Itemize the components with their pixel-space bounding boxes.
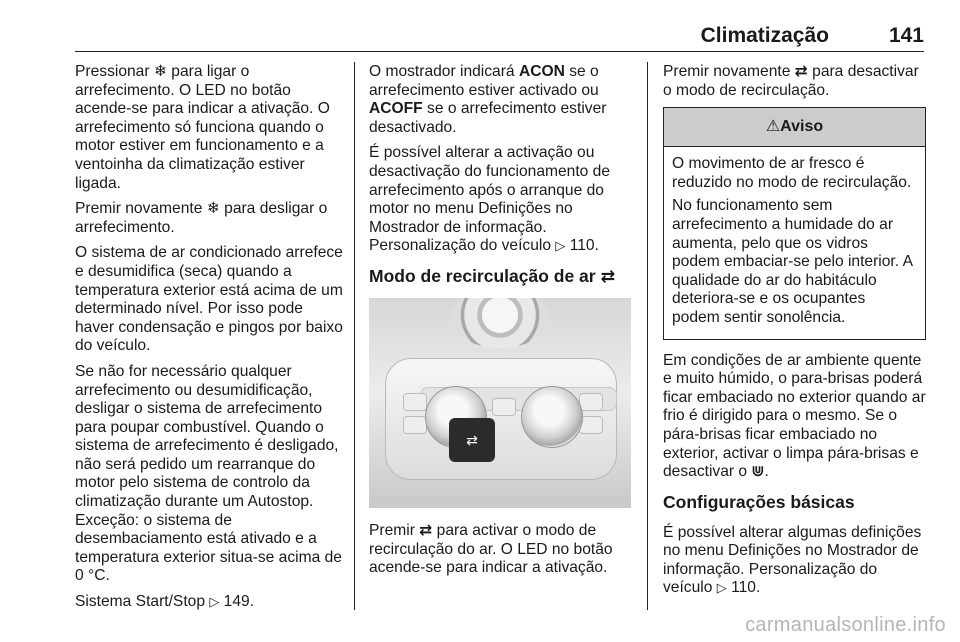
snowflake-icon: ❄ <box>153 63 167 80</box>
temperature-knob-right <box>521 386 583 448</box>
paragraph: Premir ⇄ para activar o modo de recirculação do ar. O LED no botão acende-se para indicar a ativação. <box>369 521 613 577</box>
panel-button <box>403 416 427 434</box>
paragraph: Se não for necessário qualquer arrefecimento ou desumidificação, desligar o sistema de arrefecimento para poupar combustível. Quando o sistema de arrefecimento é desligado, não será pedido um rearranque do motor pelo sistema de controlo da climatização durante um Autostop. Exceção: o sistema de desembaciamento está ativado e a temperatura exterior situa-se acima de 0 °C. <box>75 362 342 585</box>
section-heading: Modo de recirculação de ar ⇄ <box>369 265 616 286</box>
column-2 <box>369 63 631 585</box>
section-heading: Configurações básicas <box>663 491 855 512</box>
panel-button <box>403 393 427 411</box>
paragraph: É possível alterar a activação ou desactivação do funcionamento de arrefecimento após o arranque do motor no menu Definições no Mostrador de informação. Personalização do veículo ▷ 110. <box>369 144 611 255</box>
paragraph: Premir novamente ⇄ para desactivar o modo de recirculação. <box>663 63 919 99</box>
header-rule <box>75 51 924 52</box>
paragraph: Pressionar ❄ para ligar o arrefecimento. O LED no botão acende-se para indicar a ativação. O arrefecimento só funciona quando o motor estiver em funcionamento e a ventoinha da climatização estiver ligada. <box>75 63 330 192</box>
acoff-label: ACOFF <box>369 100 423 118</box>
recirculation-icon: ⇄ <box>600 265 616 286</box>
watermark: carmanualsonline.info <box>745 614 946 636</box>
warning-icon: ⚠ <box>765 118 781 136</box>
paragraph: Sistema Start/Stop ▷ 149. <box>75 593 255 611</box>
climate-panel-photo <box>369 298 631 508</box>
paragraph: É possível alterar algumas definições no menu Definições no Mostrador de informação. Personalização do veículo ▷ 110. <box>663 523 922 597</box>
column-divider <box>647 62 648 610</box>
paragraph: O sistema de ar condicionado arrefece e desumidifica (seca) quando a temperatura exterior está acima de um determinado nível. Por isso pode haver condensação e pingos por baixo do veículo. <box>75 244 343 355</box>
column-1 <box>75 63 343 619</box>
page-header <box>0 22 924 52</box>
warning-body <box>664 147 925 338</box>
recirculation-icon: ⇄ <box>419 521 433 539</box>
column-3 <box>663 63 926 605</box>
defrost-icon: ⋓ <box>751 463 765 481</box>
panel-button <box>579 393 603 411</box>
warning-header: ⚠Aviso <box>664 108 925 147</box>
panel-button <box>492 398 516 416</box>
air-vent <box>451 298 549 348</box>
recirculation-button-highlight: ⇄ <box>449 418 495 462</box>
recirculation-icon: ⇄ <box>794 63 808 80</box>
paragraph: O movimento de ar fresco é reduzido no modo de recirculação. <box>672 155 912 191</box>
paragraph: Premir novamente ❄ para desligar o arrefecimento. <box>75 200 328 236</box>
paragraph: O mostrador indicará ACON se o arrefecimento estiver activado ou ACOFF se o arrefecimento estiver desactivado. <box>369 63 607 136</box>
paragraph: No funcionamento sem arrefecimento a humidade do ar aumenta, pelo que os vidros podem embaciar-se pelo interior. A qualidade do ar do habitáculo deteriora-se e os ocupantes podem sentir sonolência. <box>672 197 913 326</box>
page-reference-icon: ▷ <box>555 238 566 254</box>
paragraph: Em condições de ar ambiente quente e muito húmido, o para-brisas poderá ficar embaciado no exterior quando ar frio é dirigido para o mesmo. Se o pára-brisas ficar embaciado no exterior, activar o limpa pára-brisas e desactivar o ⋓. <box>663 351 926 481</box>
warning-box <box>663 107 926 339</box>
acon-label: ACON <box>518 63 565 80</box>
snowflake-icon: ❄ <box>206 200 220 218</box>
page-reference-icon: ▷ <box>209 594 220 610</box>
page-reference-icon: ▷ <box>716 580 727 596</box>
page-number: 141 <box>888 24 924 47</box>
section-title: Climatização <box>700 24 829 47</box>
column-divider <box>354 62 355 610</box>
